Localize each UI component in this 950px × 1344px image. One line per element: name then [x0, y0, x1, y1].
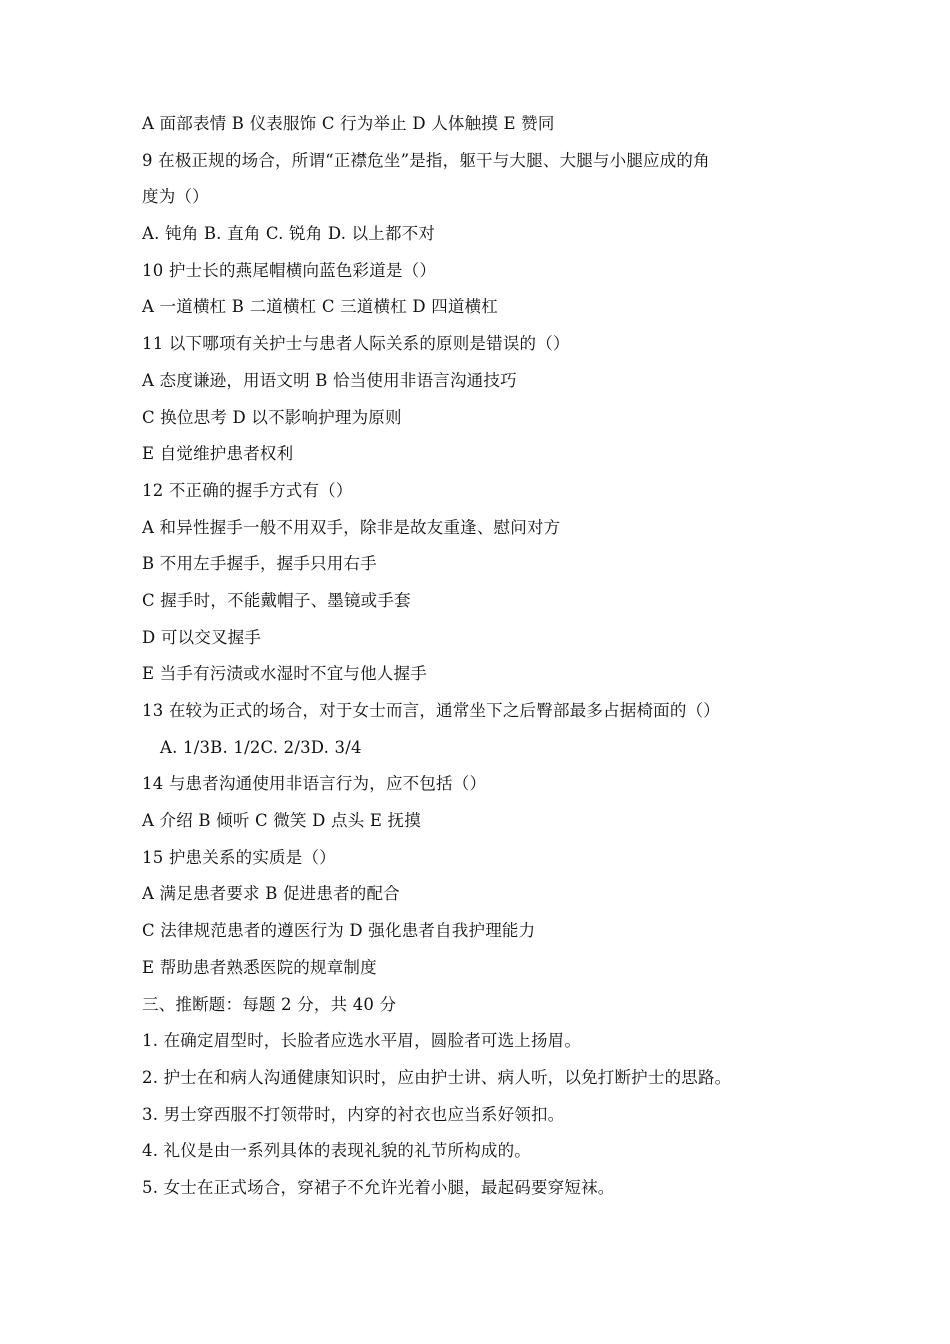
- q10-stem: 10 护士长的燕尾帽横向蓝色彩道是（）: [142, 260, 437, 280]
- q13-stem: 13 在较为正式的场合，对于女士而言，通常坐下之后臀部最多占据椅面的（）: [142, 701, 720, 720]
- q13-options: A. 1/3B. 1/2C. 2/3D. 3/4: [160, 737, 362, 757]
- q14-options: A 介绍 B 倾听 C 微笑 D 点头 E 抚摸: [142, 811, 421, 831]
- q12-stem: 12 不正确的握手方式有（）: [142, 480, 353, 500]
- q12-option-b: B 不用左手握手，握手只用右手: [142, 554, 377, 574]
- q12-option-d: D 可以交叉握手: [142, 627, 262, 647]
- q14-stem: 14 与患者沟通使用非语言行为，应不包括（）: [142, 774, 487, 794]
- q11-options-cd: C 换位思考 D 以不影响护理为原则: [142, 407, 402, 427]
- q11-stem: 11 以下哪项有关护士与患者人际关系的原则是错误的（）: [142, 334, 570, 354]
- q8-options: A 面部表情 B 仪表服饰 C 行为举止 D 人体触摸 E 赞同: [142, 114, 555, 133]
- q15-options-ab: A 满足患者要求 B 促进患者的配合: [142, 884, 400, 904]
- judgment-item-4: 4. 礼仪是由一系列具体的表现礼貌的礼节所构成的。: [142, 1141, 531, 1161]
- judgment-item-2: 2. 护士在和病人沟通健康知识时，应由护士讲、病人听，以免打断护士的思路。: [142, 1067, 732, 1087]
- section-heading-judgment: 三、推断题：每题 2 分，共 40 分: [142, 994, 397, 1014]
- q11-options-ab: A 态度谦逊，用语文明 B 恰当使用非语言沟通技巧: [142, 370, 517, 390]
- judgment-item-1: 1. 在确定眉型时，长脸者应选水平眉，圆脸者可选上扬眉。: [142, 1031, 582, 1051]
- document-page: [142, 106, 822, 1207]
- q15-option-e: E 帮助患者熟悉医院的规章制度: [142, 957, 377, 977]
- judgment-item-3: 3. 男士穿西服不打领带时，内穿的衬衣也应当系好领扣。: [142, 1104, 565, 1124]
- q9-options: A. 钝角 B. 直角 C. 锐角 D. 以上都不对: [142, 224, 436, 244]
- q15-stem: 15 护患关系的实质是（）: [142, 847, 336, 867]
- q12-option-c: C 握手时，不能戴帽子、墨镜或手套: [142, 590, 411, 610]
- q9-stem-line-1: 9 在极正规的场合，所谓“正襟危坐”是指，躯干与大腿、大腿与小腿应成的角: [142, 150, 710, 170]
- q10-options: A 一道横杠 B 二道横杠 C 三道横杠 D 四道横杠: [142, 297, 499, 317]
- q9-stem-line-2: 度为（）: [142, 187, 209, 207]
- judgment-item-5: 5. 女士在正式场合，穿裙子不允许光着小腿，最起码要穿短袜。: [142, 1177, 615, 1197]
- q11-option-e: E 自觉维护患者权利: [142, 444, 294, 464]
- q12-option-a: A 和异性握手一般不用双手，除非是故友重逢、慰问对方: [142, 517, 561, 537]
- q15-options-cd: C 法律规范患者的遵医行为 D 强化患者自我护理能力: [142, 921, 536, 941]
- q12-option-e: E 当手有污渍或水湿时不宜与他人握手: [142, 664, 427, 684]
